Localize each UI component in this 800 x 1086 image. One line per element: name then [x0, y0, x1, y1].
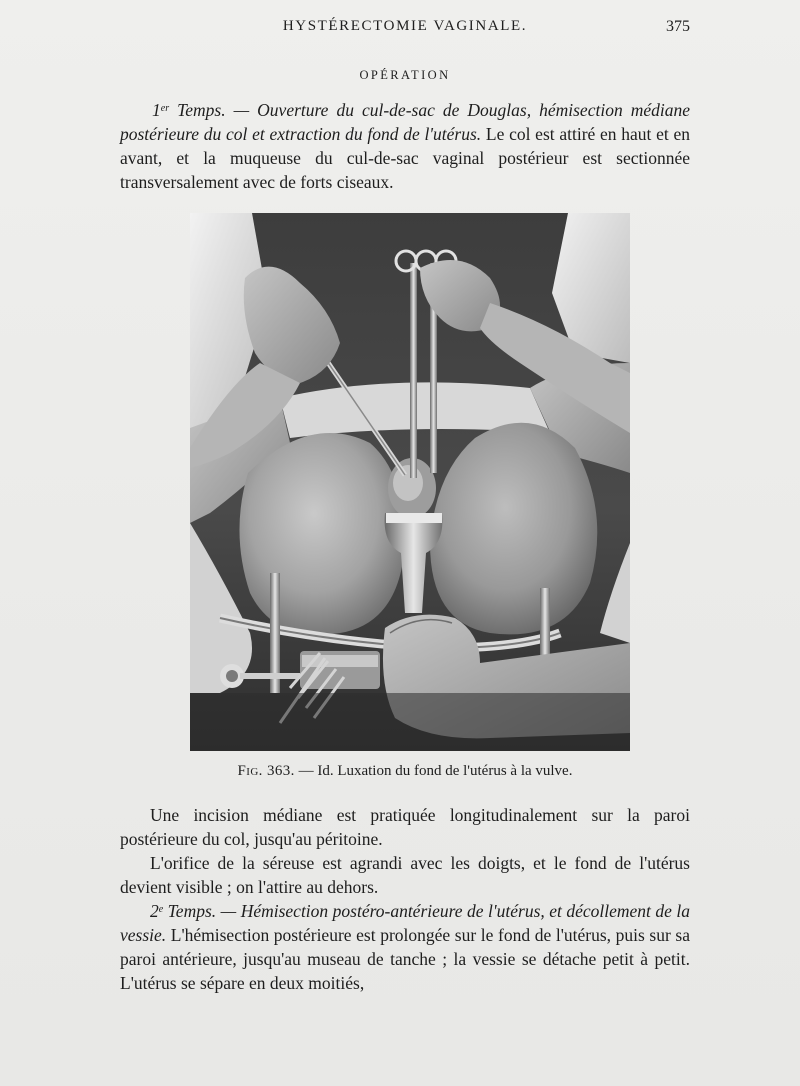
- step-suffix: e: [158, 904, 164, 915]
- step-description: Le col est attiré en haut et en avant, et la muqueuse du cul-de-sac vaginal postérieur est sectionnée transversalement avec de forts ciseaux.: [120, 124, 690, 192]
- step-number: 2: [150, 901, 159, 921]
- paragraph-first-step: [120, 98, 690, 194]
- figure-caption-text: — Id. Luxation du fond de l'utérus à la vulve.: [294, 763, 573, 779]
- intro-text-block: [120, 98, 690, 194]
- step-description: L'hémisection postérieure est prolongée sur le fond de l'utérus, puis sur sa paroi antérieure, jusqu'au museau de tanche ; la vessie se détache petit à petit. L'utérus se sépare en deux moitiés,: [120, 925, 690, 993]
- paragraph-second-step: [120, 899, 690, 995]
- step-number: 1: [152, 100, 161, 120]
- figure-label: Fig. 363.: [237, 763, 295, 779]
- running-title: HYSTÉRECTOMIE VAGINALE.: [282, 18, 528, 34]
- step-word: Temps. —: [169, 100, 258, 120]
- section-heading: OPÉRATION: [359, 68, 451, 82]
- page-number: 375: [666, 18, 690, 35]
- surgical-photograph: [190, 213, 630, 751]
- step-title: Hémisection postéro-antérieure de l'utérus, et décollement de la vessie.: [120, 901, 691, 945]
- figure-caption: [120, 763, 690, 780]
- paragraph-incision: Une incision médiane est pratiquée longitudinalement sur la paroi postérieure du col, jusqu'au péritoine.: [120, 805, 690, 849]
- paragraph-orifice: L'orifice de la séreuse est agrandi avec les doigts, et le fond de l'utérus devient visible ; on l'attire au dehors.: [120, 853, 690, 897]
- body-text-block: [120, 803, 690, 995]
- step-suffix: er: [160, 103, 170, 114]
- running-head: [120, 18, 690, 40]
- step-word: Temps. —: [163, 901, 241, 921]
- step-title: Ouverture du cul-de-sac de Douglas, hémisection médiane postérieure du col et extraction du fond de l'utérus.: [120, 100, 690, 144]
